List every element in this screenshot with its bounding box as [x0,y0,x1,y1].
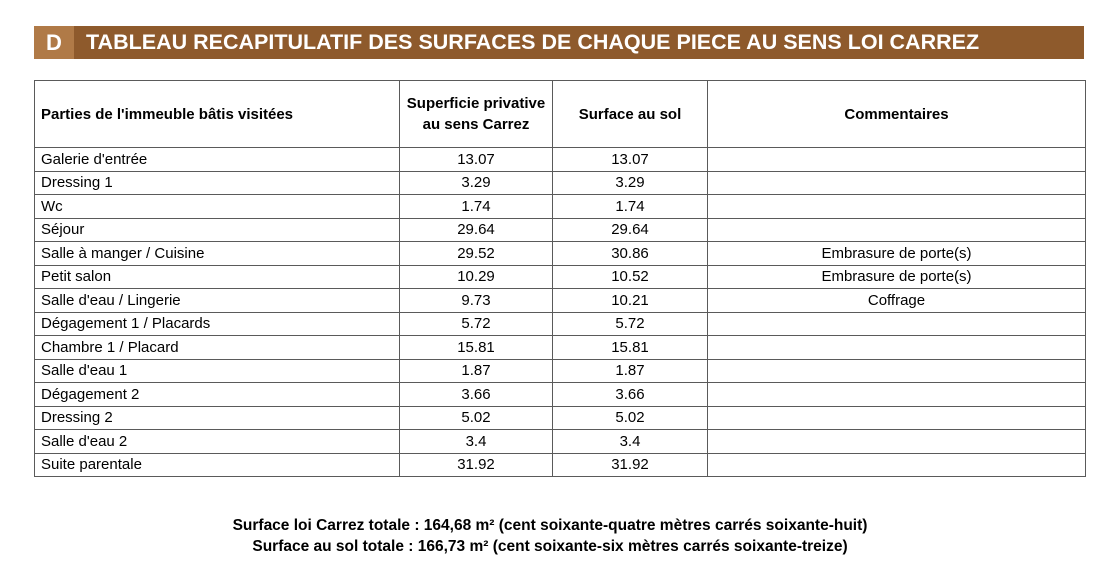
cell-ground: 13.07 [553,148,708,172]
cell-carrez: 5.02 [400,406,553,430]
cell-part: Séjour [35,218,400,242]
cell-ground: 5.02 [553,406,708,430]
cell-part: Dégagement 2 [35,383,400,407]
cell-part: Petit salon [35,265,400,289]
table-row [35,430,1086,454]
total-ground: Surface au sol totale : 166,73 m² (cent soixante-six mètres carrés soixante-treize) [252,538,848,555]
cell-carrez: 3.66 [400,383,553,407]
table-body [35,148,1086,477]
cell-carrez: 9.73 [400,289,553,313]
cell-carrez: 1.74 [400,195,553,219]
totals-block [0,515,1100,557]
cell-comment: Coffrage [708,289,1086,313]
table-row [35,453,1086,477]
cell-ground: 10.21 [553,289,708,313]
table-row [35,289,1086,313]
cell-carrez: 31.92 [400,453,553,477]
table-row [35,171,1086,195]
cell-comment [708,336,1086,360]
cell-carrez: 15.81 [400,336,553,360]
header-comments: Commentaires [708,81,1086,148]
header-carrez: Superficie privative au sens Carrez [400,81,553,148]
cell-ground: 31.92 [553,453,708,477]
section-letter: D [34,26,74,59]
table-row [35,195,1086,219]
cell-comment [708,171,1086,195]
total-carrez: Surface loi Carrez totale : 164,68 m² (cent soixante-quatre mètres carrés soixante-huit) [232,517,868,534]
cell-comment [708,359,1086,383]
cell-comment [708,218,1086,242]
cell-carrez: 13.07 [400,148,553,172]
cell-carrez: 10.29 [400,265,553,289]
cell-ground: 3.29 [553,171,708,195]
cell-part: Salle d'eau / Lingerie [35,289,400,313]
cell-carrez: 29.52 [400,242,553,266]
cell-part: Salle à manger / Cuisine [35,242,400,266]
surfaces-table [34,80,1086,477]
table-row [35,383,1086,407]
cell-ground: 10.52 [553,265,708,289]
cell-comment [708,148,1086,172]
cell-comment [708,312,1086,336]
cell-part: Salle d'eau 2 [35,430,400,454]
cell-ground: 15.81 [553,336,708,360]
table-row [35,218,1086,242]
section-title: TABLEAU RECAPITULATIF DES SURFACES DE CHAQUE PIECE AU SENS LOI CARREZ [86,30,980,54]
header-ground: Surface au sol [553,81,708,148]
table-row [35,265,1086,289]
table-row [35,148,1086,172]
cell-carrez: 3.4 [400,430,553,454]
cell-comment [708,383,1086,407]
cell-part: Salle d'eau 1 [35,359,400,383]
cell-ground: 30.86 [553,242,708,266]
cell-comment: Embrasure de porte(s) [708,242,1086,266]
table-row [35,359,1086,383]
cell-part: Wc [35,195,400,219]
cell-ground: 1.87 [553,359,708,383]
cell-part: Dressing 1 [35,171,400,195]
header-part: Parties de l'immeuble bâtis visitées [35,81,400,148]
cell-part: Dressing 2 [35,406,400,430]
table-row [35,312,1086,336]
cell-comment [708,406,1086,430]
cell-carrez: 5.72 [400,312,553,336]
cell-ground: 29.64 [553,218,708,242]
table-row [35,242,1086,266]
table-row [35,336,1086,360]
table-row [35,406,1086,430]
cell-carrez: 29.64 [400,218,553,242]
cell-ground: 3.4 [553,430,708,454]
table-header-row [35,81,1086,148]
cell-comment: Embrasure de porte(s) [708,265,1086,289]
cell-comment [708,430,1086,454]
cell-carrez: 3.29 [400,171,553,195]
section-header [34,26,1084,59]
cell-ground: 1.74 [553,195,708,219]
cell-ground: 5.72 [553,312,708,336]
cell-comment [708,453,1086,477]
cell-comment [708,195,1086,219]
cell-ground: 3.66 [553,383,708,407]
cell-carrez: 1.87 [400,359,553,383]
cell-part: Chambre 1 / Placard [35,336,400,360]
cell-part: Suite parentale [35,453,400,477]
cell-part: Galerie d'entrée [35,148,400,172]
cell-part: Dégagement 1 / Placards [35,312,400,336]
